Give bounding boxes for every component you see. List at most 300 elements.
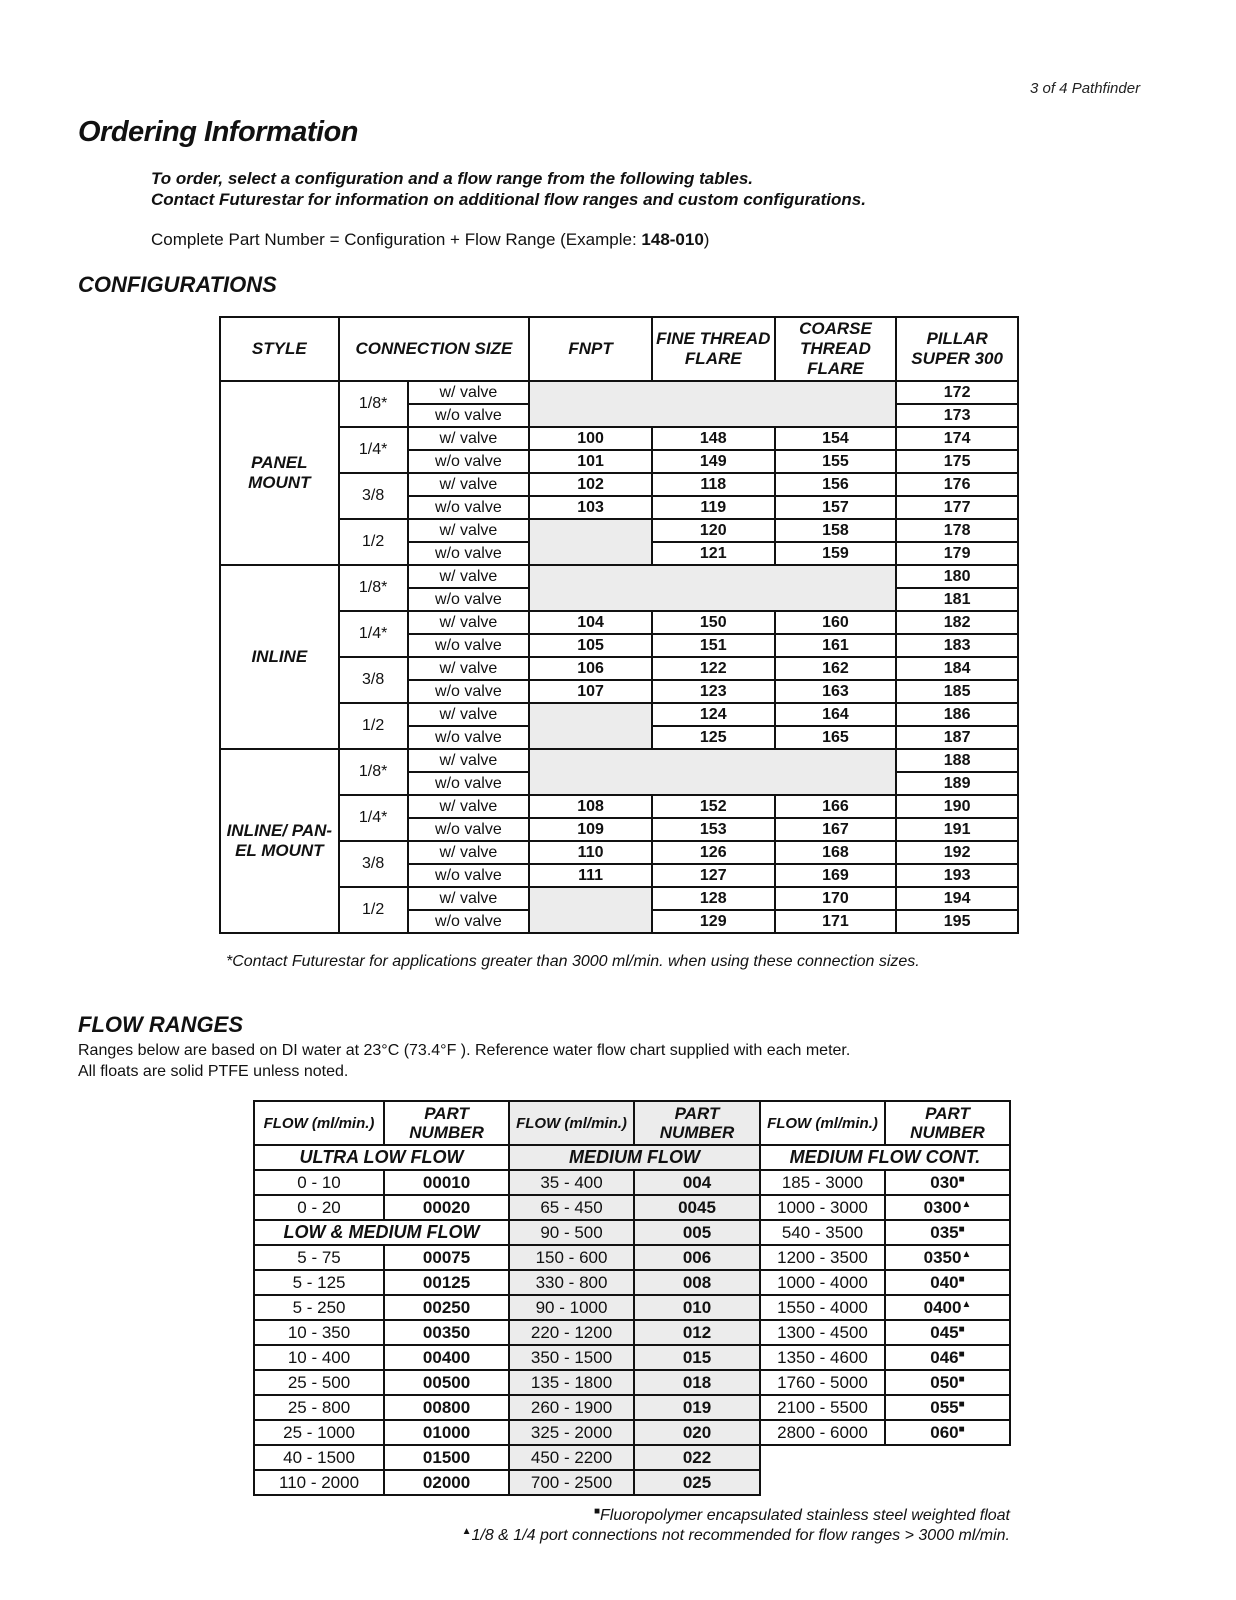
fine-thread-flare-cell: 119 — [652, 496, 775, 519]
part-number: 025 — [682, 1472, 712, 1492]
flow-range-cell: 1350 - 4600 — [760, 1345, 885, 1370]
table-row — [254, 1320, 1010, 1345]
table-row — [220, 795, 1018, 818]
coarse-thread-flare-cell: 164 — [775, 703, 897, 726]
part-number-cell — [885, 1245, 1010, 1270]
intro-line-2: Contact Futurestar for information on additional flow ranges and custom configurations. — [151, 190, 866, 209]
legend-square-text: Fluoropolymer encapsulated stainless steel weighted float — [599, 1507, 1010, 1524]
coarse-thread-flare-cell: 159 — [775, 542, 897, 565]
valve-option-cell: w/o valve — [408, 726, 530, 749]
flow-range-cell: 25 - 1000 — [254, 1420, 384, 1445]
valve-option-cell: w/ valve — [408, 657, 530, 680]
square-marker-icon: ■ — [593, 1506, 600, 1517]
fine-thread-flare-cell: 152 — [652, 795, 775, 818]
valve-option-cell: w/ valve — [408, 749, 530, 772]
part-number: 015 — [682, 1347, 712, 1367]
pillar-super-300-cell: 186 — [896, 703, 1018, 726]
part-number-cell — [634, 1295, 760, 1320]
part-number-cell — [384, 1370, 509, 1395]
flow-range-cell: 350 - 1500 — [509, 1345, 634, 1370]
flow-range-cell: 540 - 3500 — [760, 1220, 885, 1245]
part-number-cell — [885, 1370, 1010, 1395]
pillar-super-300-cell: 180 — [896, 565, 1018, 588]
not-available-cell — [529, 519, 652, 565]
not-available-cell — [529, 565, 896, 611]
table-row — [254, 1245, 1010, 1270]
header-flow-3: FLOW (ml/min.) — [760, 1101, 885, 1145]
table-row — [254, 1145, 1010, 1170]
flow-range-cell: 450 - 2200 — [509, 1445, 634, 1470]
part-number: 004 — [682, 1172, 712, 1192]
header-coarse-thread-flare: COARSE THREAD FLARE — [775, 317, 897, 381]
flow-ranges-description — [78, 1040, 850, 1082]
part-number: 055 — [930, 1397, 959, 1417]
valve-option-cell: w/o valve — [408, 910, 530, 933]
fine-thread-flare-cell: 121 — [652, 542, 775, 565]
table-row — [220, 381, 1018, 404]
formula-close: ) — [703, 230, 710, 249]
part-number-cell — [634, 1170, 760, 1195]
pillar-super-300-cell: 193 — [896, 864, 1018, 887]
part-number: 00400 — [422, 1347, 471, 1367]
valve-option-cell: w/o valve — [408, 680, 530, 703]
valve-option-cell: w/o valve — [408, 772, 530, 795]
part-number: 046 — [930, 1347, 959, 1367]
table-row — [220, 749, 1018, 772]
valve-option-cell: w/ valve — [408, 887, 530, 910]
table-header-row — [220, 317, 1018, 381]
pillar-super-300-cell: 179 — [896, 542, 1018, 565]
fnpt-cell: 109 — [529, 818, 652, 841]
flow-range-cell: 135 - 1800 — [509, 1370, 634, 1395]
table-row — [254, 1270, 1010, 1295]
fnpt-cell: 111 — [529, 864, 652, 887]
valve-option-cell: w/ valve — [408, 565, 530, 588]
flow-range-cell: 35 - 400 — [509, 1170, 634, 1195]
valve-option-cell: w/ valve — [408, 473, 530, 496]
part-number: 040 — [930, 1272, 959, 1292]
part-number: 00020 — [422, 1197, 471, 1217]
formula-example: 148-010 — [641, 230, 704, 249]
part-number: 0300 — [923, 1197, 962, 1217]
not-available-cell — [529, 703, 652, 749]
part-number-cell — [885, 1295, 1010, 1320]
flow-range-cell: 65 - 450 — [509, 1195, 634, 1220]
part-number: 00010 — [422, 1172, 471, 1192]
pillar-super-300-cell: 184 — [896, 657, 1018, 680]
part-number-cell — [634, 1270, 760, 1295]
part-number: 00500 — [422, 1372, 471, 1392]
flow-range-cell: 40 - 1500 — [254, 1445, 384, 1470]
fnpt-cell: 102 — [529, 473, 652, 496]
fine-thread-flare-cell: 129 — [652, 910, 775, 933]
flow-range-cell: 1300 - 4500 — [760, 1320, 885, 1345]
flow-range-cell: 5 - 250 — [254, 1295, 384, 1320]
part-number: 020 — [682, 1422, 712, 1442]
part-number-cell — [885, 1170, 1010, 1195]
pillar-super-300-cell: 175 — [896, 450, 1018, 473]
coarse-thread-flare-cell: 158 — [775, 519, 897, 542]
table-row — [254, 1195, 1010, 1220]
coarse-thread-flare-cell: 167 — [775, 818, 897, 841]
header-part-1: PART NUMBER — [384, 1101, 509, 1145]
pillar-super-300-cell: 172 — [896, 381, 1018, 404]
coarse-thread-flare-cell: 155 — [775, 450, 897, 473]
flow-range-cell: 150 - 600 — [509, 1245, 634, 1270]
float-marker-icon: ▲ — [961, 1248, 972, 1260]
not-available-cell — [529, 749, 896, 795]
group-header-cell: ULTRA LOW FLOW — [254, 1145, 509, 1170]
intro-text — [151, 168, 866, 210]
connection-size-cell: 1/4* — [339, 427, 408, 473]
header-flow-2: FLOW (ml/min.) — [509, 1101, 634, 1145]
part-number-cell — [885, 1345, 1010, 1370]
table-row — [254, 1220, 1010, 1245]
part-number-cell — [384, 1320, 509, 1345]
group-header-cell: MEDIUM FLOW — [509, 1145, 760, 1170]
header-pillar-super-300: PILLAR SUPER 300 — [896, 317, 1018, 381]
table-row — [254, 1370, 1010, 1395]
valve-option-cell: w/o valve — [408, 542, 530, 565]
pillar-super-300-cell: 177 — [896, 496, 1018, 519]
coarse-thread-flare-cell: 170 — [775, 887, 897, 910]
legend-triangle — [380, 1526, 1010, 1545]
flow-desc-line-2: All floats are solid PTFE unless noted. — [78, 1063, 349, 1080]
flow-ranges-heading: FLOW RANGES — [78, 1012, 243, 1037]
fine-thread-flare-cell: 123 — [652, 680, 775, 703]
header-part-2: PART NUMBER — [634, 1101, 760, 1145]
part-number-cell — [384, 1270, 509, 1295]
pillar-super-300-cell: 173 — [896, 404, 1018, 427]
fnpt-cell: 101 — [529, 450, 652, 473]
flow-range-cell: 0 - 20 — [254, 1195, 384, 1220]
part-number-cell — [384, 1395, 509, 1420]
part-number: 005 — [682, 1222, 712, 1242]
header-fnpt: FNPT — [529, 317, 652, 381]
part-number-formula — [151, 230, 709, 250]
pillar-super-300-cell: 189 — [896, 772, 1018, 795]
part-number-cell — [634, 1445, 760, 1470]
table-row — [254, 1420, 1010, 1445]
valve-option-cell: w/o valve — [408, 588, 530, 611]
fnpt-cell: 106 — [529, 657, 652, 680]
part-number-cell — [885, 1220, 1010, 1245]
intro-line-1: To order, select a configuration and a flow range from the following tables. — [151, 169, 753, 188]
coarse-thread-flare-cell: 171 — [775, 910, 897, 933]
valve-option-cell: w/o valve — [408, 634, 530, 657]
flow-range-cell: 1760 - 5000 — [760, 1370, 885, 1395]
pillar-super-300-cell: 183 — [896, 634, 1018, 657]
valve-option-cell: w/ valve — [408, 427, 530, 450]
fine-thread-flare-cell: 120 — [652, 519, 775, 542]
style-cell: INLINE — [220, 565, 339, 749]
part-number: 00350 — [422, 1322, 471, 1342]
fnpt-cell: 104 — [529, 611, 652, 634]
fnpt-cell: 108 — [529, 795, 652, 818]
table-row — [220, 703, 1018, 726]
header-connection-size: CONNECTION SIZE — [339, 317, 530, 381]
valve-option-cell: w/o valve — [408, 818, 530, 841]
flow-range-cell: 1550 - 4000 — [760, 1295, 885, 1320]
flow-range-cell: 10 - 400 — [254, 1345, 384, 1370]
fine-thread-flare-cell: 149 — [652, 450, 775, 473]
float-marker-icon: ■ — [958, 1173, 965, 1185]
configurations-footnote: *Contact Futurestar for applications greater than 3000 ml/min. when using these connection sizes. — [226, 953, 920, 970]
flow-range-cell: 90 - 1000 — [509, 1295, 634, 1320]
part-number: 0400 — [923, 1297, 962, 1317]
flow-range-cell: 25 - 500 — [254, 1370, 384, 1395]
float-marker-icon: ■ — [958, 1273, 965, 1285]
table-row — [220, 657, 1018, 680]
part-number: 019 — [682, 1397, 712, 1417]
table-row — [254, 1345, 1010, 1370]
valve-option-cell: w/o valve — [408, 450, 530, 473]
connection-size-cell: 3/8 — [339, 841, 408, 887]
legend-square — [380, 1506, 1010, 1525]
flow-range-cell: 220 - 1200 — [509, 1320, 634, 1345]
part-number: 045 — [930, 1322, 959, 1342]
part-number-cell — [634, 1470, 760, 1495]
valve-option-cell: w/ valve — [408, 519, 530, 542]
flow-range-cell: 325 - 2000 — [509, 1420, 634, 1445]
connection-size-cell: 1/2 — [339, 703, 408, 749]
pillar-super-300-cell: 188 — [896, 749, 1018, 772]
part-number-cell — [634, 1370, 760, 1395]
table-row — [254, 1395, 1010, 1420]
flow-range-cell: 330 - 800 — [509, 1270, 634, 1295]
coarse-thread-flare-cell: 162 — [775, 657, 897, 680]
table-row — [220, 887, 1018, 910]
part-number: 01500 — [422, 1447, 471, 1467]
part-number-cell — [384, 1345, 509, 1370]
flow-range-cell: 5 - 125 — [254, 1270, 384, 1295]
valve-option-cell: w/o valve — [408, 864, 530, 887]
header-fine-thread-flare: FINE THREAD FLARE — [652, 317, 775, 381]
formula-text: Complete Part Number = Configuration + Flow Range (Example: — [151, 230, 642, 249]
part-number-cell — [634, 1320, 760, 1345]
part-number: 02000 — [422, 1472, 471, 1492]
table-row — [254, 1470, 1010, 1495]
part-number-cell — [885, 1420, 1010, 1445]
flow-range-cell: 1000 - 3000 — [760, 1195, 885, 1220]
part-number-cell — [634, 1420, 760, 1445]
pillar-super-300-cell: 195 — [896, 910, 1018, 933]
table-row — [254, 1295, 1010, 1320]
part-number-cell — [634, 1195, 760, 1220]
flow-range-cell: 1000 - 4000 — [760, 1270, 885, 1295]
connection-size-cell: 3/8 — [339, 657, 408, 703]
part-number-cell — [634, 1395, 760, 1420]
legend-triangle-text: 1/8 & 1/4 port connections not recommended for flow ranges > 3000 ml/min. — [471, 1527, 1010, 1544]
group-header-cell: LOW & MEDIUM FLOW — [254, 1220, 509, 1245]
connection-size-cell: 1/8* — [339, 749, 408, 795]
part-number: 00800 — [422, 1397, 471, 1417]
coarse-thread-flare-cell: 169 — [775, 864, 897, 887]
valve-option-cell: w/ valve — [408, 611, 530, 634]
float-marker-icon: ■ — [958, 1348, 965, 1360]
coarse-thread-flare-cell: 161 — [775, 634, 897, 657]
float-marker-icon: ■ — [958, 1398, 965, 1410]
part-number-cell — [885, 1395, 1010, 1420]
valve-option-cell: w/o valve — [408, 496, 530, 519]
part-number-cell — [885, 1270, 1010, 1295]
pillar-super-300-cell: 185 — [896, 680, 1018, 703]
flow-range-cell: 110 - 2000 — [254, 1470, 384, 1495]
float-marker-icon: ■ — [958, 1323, 965, 1335]
float-marker-icon: ■ — [958, 1373, 965, 1385]
flow-range-cell: 2100 - 5500 — [760, 1395, 885, 1420]
part-number: 0045 — [678, 1197, 716, 1217]
valve-option-cell: w/ valve — [408, 381, 530, 404]
pillar-super-300-cell: 190 — [896, 795, 1018, 818]
part-number: 00075 — [422, 1247, 471, 1267]
fine-thread-flare-cell: 153 — [652, 818, 775, 841]
flow-range-cell: 2800 - 6000 — [760, 1420, 885, 1445]
connection-size-cell: 1/2 — [339, 519, 408, 565]
part-number: 008 — [682, 1272, 712, 1292]
pillar-super-300-cell: 181 — [896, 588, 1018, 611]
fine-thread-flare-cell: 124 — [652, 703, 775, 726]
fnpt-cell: 105 — [529, 634, 652, 657]
part-number: 0350 — [923, 1247, 962, 1267]
fine-thread-flare-cell: 151 — [652, 634, 775, 657]
header-flow-1: FLOW (ml/min.) — [254, 1101, 384, 1145]
fnpt-cell: 100 — [529, 427, 652, 450]
fine-thread-flare-cell: 118 — [652, 473, 775, 496]
fnpt-cell: 110 — [529, 841, 652, 864]
fine-thread-flare-cell: 128 — [652, 887, 775, 910]
part-number: 030 — [930, 1172, 959, 1192]
part-number-cell — [384, 1470, 509, 1495]
flow-range-cell: 25 - 800 — [254, 1395, 384, 1420]
fine-thread-flare-cell: 127 — [652, 864, 775, 887]
part-number: 022 — [682, 1447, 712, 1467]
part-number-cell — [634, 1345, 760, 1370]
coarse-thread-flare-cell: 160 — [775, 611, 897, 634]
valve-option-cell: w/ valve — [408, 703, 530, 726]
page-reference: 3 of 4 Pathfinder — [1030, 80, 1141, 97]
coarse-thread-flare-cell: 154 — [775, 427, 897, 450]
table-row — [220, 565, 1018, 588]
part-number: 018 — [682, 1372, 712, 1392]
flow-range-cell: 0 - 10 — [254, 1170, 384, 1195]
part-number-cell — [384, 1420, 509, 1445]
flow-range-cell: 90 - 500 — [509, 1220, 634, 1245]
coarse-thread-flare-cell: 156 — [775, 473, 897, 496]
part-number: 00250 — [422, 1297, 471, 1317]
fine-thread-flare-cell: 148 — [652, 427, 775, 450]
part-number: 01000 — [422, 1422, 471, 1442]
float-marker-icon: ■ — [958, 1223, 965, 1235]
coarse-thread-flare-cell: 157 — [775, 496, 897, 519]
configurations-heading: CONFIGURATIONS — [78, 272, 277, 297]
fnpt-cell: 103 — [529, 496, 652, 519]
coarse-thread-flare-cell: 163 — [775, 680, 897, 703]
part-number-cell — [384, 1170, 509, 1195]
flow-range-cell: 185 - 3000 — [760, 1170, 885, 1195]
configurations-table — [219, 316, 1019, 934]
header-style: STYLE — [220, 317, 339, 381]
table-row — [254, 1170, 1010, 1195]
fine-thread-flare-cell: 125 — [652, 726, 775, 749]
flow-desc-line-1: Ranges below are based on DI water at 23°C (73.4°F ). Reference water flow chart supplied with each meter. — [78, 1042, 851, 1059]
pillar-super-300-cell: 178 — [896, 519, 1018, 542]
part-number-cell — [384, 1295, 509, 1320]
style-cell: PANEL MOUNT — [220, 381, 339, 565]
table-row — [220, 473, 1018, 496]
connection-size-cell: 1/4* — [339, 795, 408, 841]
pillar-super-300-cell: 176 — [896, 473, 1018, 496]
table-row — [220, 427, 1018, 450]
float-marker-icon: ▲ — [961, 1198, 972, 1210]
connection-size-cell: 1/2 — [339, 887, 408, 933]
flow-ranges-table — [253, 1100, 1011, 1496]
float-marker-icon: ▲ — [961, 1298, 972, 1310]
table-row — [220, 519, 1018, 542]
empty-cell — [760, 1445, 1010, 1470]
part-number-cell — [634, 1220, 760, 1245]
part-number: 006 — [682, 1247, 712, 1267]
part-number-cell — [384, 1245, 509, 1270]
flow-range-cell: 700 - 2500 — [509, 1470, 634, 1495]
pillar-super-300-cell: 192 — [896, 841, 1018, 864]
float-marker-icon: ■ — [958, 1423, 965, 1435]
valve-option-cell: w/ valve — [408, 841, 530, 864]
valve-option-cell: w/ valve — [408, 795, 530, 818]
pillar-super-300-cell: 194 — [896, 887, 1018, 910]
part-number: 012 — [682, 1322, 712, 1342]
pillar-super-300-cell: 191 — [896, 818, 1018, 841]
not-available-cell — [529, 381, 896, 427]
flow-range-cell: 5 - 75 — [254, 1245, 384, 1270]
triangle-marker-icon: ▲ — [461, 1526, 472, 1537]
page-title: Ordering Information — [78, 116, 358, 148]
fine-thread-flare-cell: 150 — [652, 611, 775, 634]
empty-cell — [760, 1470, 1010, 1495]
connection-size-cell: 1/4* — [339, 611, 408, 657]
part-number: 060 — [930, 1422, 959, 1442]
table-row — [220, 841, 1018, 864]
pillar-super-300-cell: 187 — [896, 726, 1018, 749]
part-number: 00125 — [422, 1272, 471, 1292]
coarse-thread-flare-cell: 168 — [775, 841, 897, 864]
fine-thread-flare-cell: 126 — [652, 841, 775, 864]
coarse-thread-flare-cell: 165 — [775, 726, 897, 749]
flow-range-cell: 260 - 1900 — [509, 1395, 634, 1420]
header-part-3: PART NUMBER — [885, 1101, 1010, 1145]
pillar-super-300-cell: 174 — [896, 427, 1018, 450]
part-number: 010 — [682, 1297, 712, 1317]
fine-thread-flare-cell: 122 — [652, 657, 775, 680]
part-number-cell — [885, 1195, 1010, 1220]
connection-size-cell: 1/8* — [339, 565, 408, 611]
valve-option-cell: w/o valve — [408, 404, 530, 427]
style-cell: INLINE/ PAN- EL MOUNT — [220, 749, 339, 933]
connection-size-cell: 1/8* — [339, 381, 408, 427]
part-number: 050 — [930, 1372, 959, 1392]
table-row — [254, 1445, 1010, 1470]
flow-range-cell: 1200 - 3500 — [760, 1245, 885, 1270]
part-number-cell — [384, 1195, 509, 1220]
connection-size-cell: 3/8 — [339, 473, 408, 519]
part-number: 035 — [930, 1222, 959, 1242]
part-number-cell — [384, 1445, 509, 1470]
not-available-cell — [529, 887, 652, 933]
group-header-cell: MEDIUM FLOW CONT. — [760, 1145, 1010, 1170]
fnpt-cell: 107 — [529, 680, 652, 703]
pillar-super-300-cell: 182 — [896, 611, 1018, 634]
part-number-cell — [634, 1245, 760, 1270]
